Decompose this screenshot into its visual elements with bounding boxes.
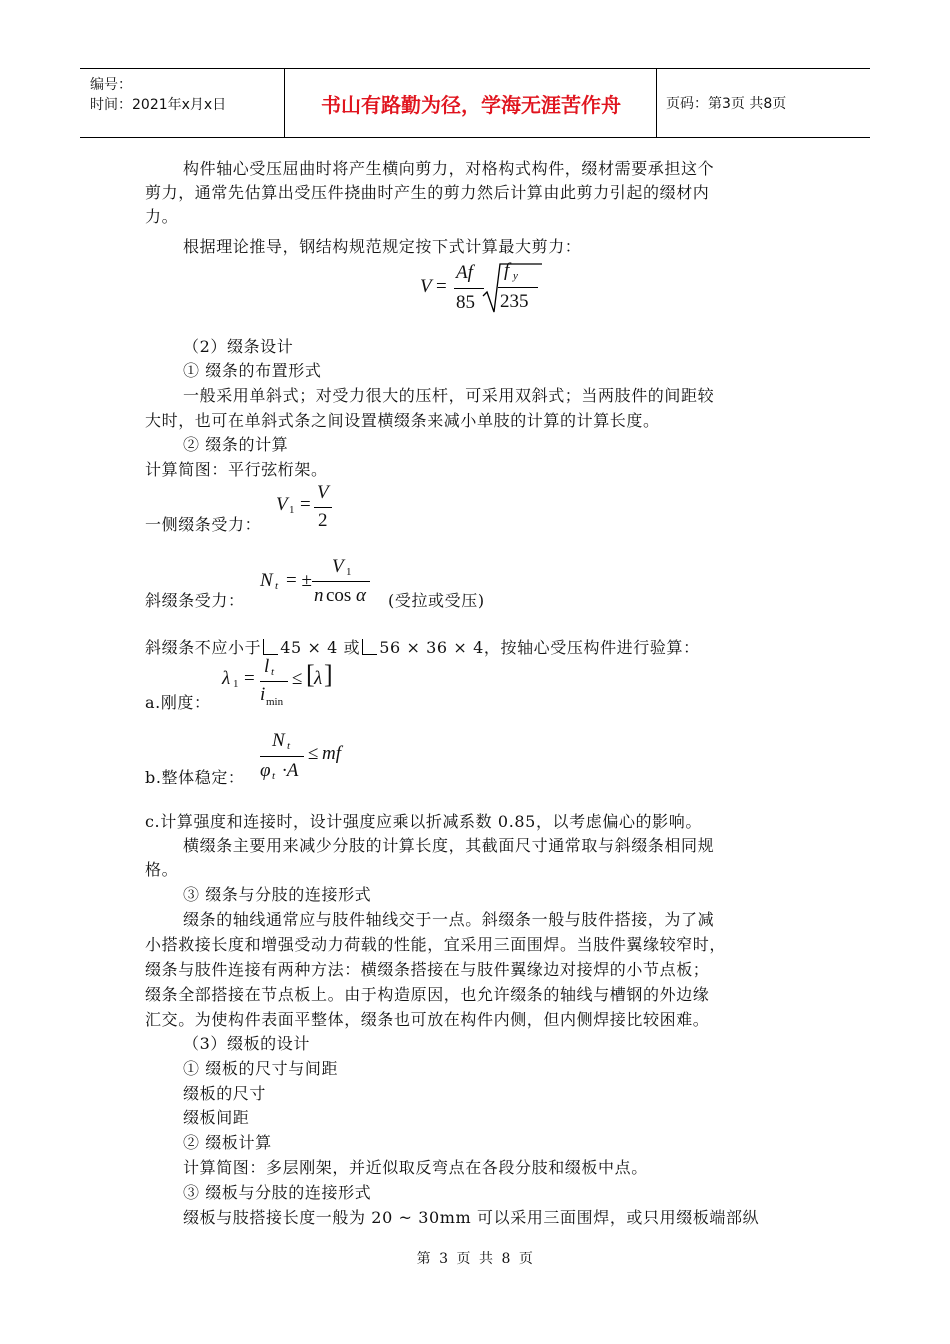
paragraph-line: 力。 — [145, 207, 179, 226]
footer-text: 页 — [518, 1251, 534, 1267]
formula-text: = — [244, 668, 255, 689]
footer-text: 共 — [479, 1251, 494, 1267]
header-motto: 书山有路勤为径，学海无涯苦作舟 — [321, 92, 621, 117]
subsection-title: ① 缀板的尺寸与间距 — [183, 1059, 339, 1078]
formula-text: min — [266, 696, 284, 708]
formula-text: V — [420, 276, 432, 297]
header-number-label: 编号： — [90, 77, 132, 93]
footer-page-number: 3 — [439, 1251, 449, 1267]
bracket-icon: [ — [306, 660, 315, 689]
angle-steel-icon — [263, 639, 278, 655]
text-span: 或 — [343, 638, 361, 657]
angle-steel-icon — [362, 639, 377, 655]
section-title: （2）缀条设计 — [183, 337, 294, 356]
formula-stiffness — [222, 656, 332, 712]
text-span: 斜缀条不应小于 — [145, 638, 262, 657]
formula-text: V — [332, 556, 344, 577]
subsection-title: ② 缀条的计算 — [183, 435, 289, 454]
formula-text: = — [300, 494, 311, 515]
formula-text: = — [436, 276, 447, 297]
paragraph-line: 格。 — [145, 860, 179, 879]
subsection-title: ③ 缀板与分肢的连接形式 — [183, 1183, 372, 1202]
page-header — [80, 68, 870, 138]
fraction-bar — [498, 287, 538, 288]
formula-label: b.整体稳定： — [145, 768, 245, 787]
fraction-bar — [260, 756, 304, 757]
formula-one-side-force — [276, 482, 346, 538]
paragraph-line: 缀条的轴线通常应与肢件轴线交于一点。斜缀条一般与肢件搭接，为了减 — [183, 910, 715, 929]
formula-text: ≤ — [308, 743, 319, 764]
paragraph-line: 小搭救接长度和增强受动力荷载的性能，宜采用三面围焊。当肢件翼缘较窄时， — [145, 935, 727, 954]
formula-text: α — [356, 585, 366, 606]
subsection-title: ③ 缀条与分肢的连接形式 — [183, 885, 372, 904]
formula-text: 1 — [233, 678, 239, 690]
subsection-title: ② 缀板计算 — [183, 1133, 272, 1152]
formula-text: 1 — [346, 566, 352, 578]
formula-text: ·A — [282, 760, 299, 781]
paragraph-line: c.计算强度和连接时，设计强度应乘以折减系数 0.85，以考虑偏心的影响。 — [145, 812, 702, 831]
formula-text: l — [264, 656, 270, 677]
paragraph-line: 计算简图：多层刚架，并近似取反弯点在各段分肢和缀板中点。 — [183, 1158, 648, 1177]
formula-text: λ — [222, 668, 231, 689]
text-span: 45 × 4 — [280, 638, 338, 657]
section-title: （3）缀板的设计 — [183, 1034, 310, 1053]
header-page-info: 页码：第3页 共8页 — [666, 96, 787, 112]
formula-text: 85 — [456, 292, 475, 313]
header-divider-right — [656, 69, 657, 137]
formula-diagonal-force — [260, 556, 380, 612]
paragraph-line: 缀板的尺寸 — [183, 1084, 267, 1103]
formula-text: t — [272, 770, 276, 782]
formula-text: N — [260, 570, 273, 591]
formula-text: 2 — [318, 510, 328, 531]
paragraph-line: 计算简图：平行弦桁架。 — [145, 460, 328, 479]
paragraph-line: 缀条全部搭接在节点板上。由于构造原因，也允许缀条的轴线与槽钢的外边缘 — [145, 985, 710, 1004]
formula-label: a.刚度： — [145, 693, 211, 712]
formula-text: y — [513, 270, 518, 282]
fraction-bar — [454, 288, 484, 289]
footer-total-pages: 8 — [501, 1251, 511, 1267]
paragraph-line: 一般采用单斜式；对受力很大的压杆，可采用双斜式；当两肢件的间距较 — [183, 386, 715, 405]
footer-text: 页 — [456, 1251, 471, 1267]
formula-text: λ — [314, 668, 323, 689]
tension-note: (受拉或受压) — [388, 591, 485, 610]
formula-text: cos — [326, 585, 352, 606]
subsection-title: ① 缀条的布置形式 — [183, 361, 322, 380]
formula-text: V — [276, 494, 288, 515]
formula-text: t — [271, 666, 275, 678]
formula-label: 一侧缀条受力： — [145, 515, 262, 534]
formula-text: φ — [260, 760, 271, 781]
text-span: 56 × 36 × 4，按轴心受压构件进行验算： — [379, 638, 700, 657]
header-meta — [90, 75, 226, 115]
formula-text: t — [287, 740, 291, 752]
paragraph-line: 缀条与肢件连接有两种方法：横缀条搭接在与肢件翼缘边对接焊的小节点板； — [145, 960, 710, 979]
formula-text: 235 — [500, 291, 529, 312]
paragraph-line: 横缀条主要用来减少分肢的计算长度，其截面尺寸通常取与斜缀条相同规 — [183, 836, 715, 855]
paragraph-line: 根据理论推导，钢结构规范规定按下式计算最大剪力： — [183, 237, 582, 256]
paragraph-line: 构件轴心受压屈曲时将产生横向剪力，对格构式构件，缀材需要承担这个 — [183, 159, 715, 178]
paragraph-line: 缀板间距 — [183, 1108, 250, 1127]
paragraph-line: 汇交。为使构件表面平整体，缀条也可放在构件内侧，但内侧焊接比较困难。 — [145, 1010, 710, 1029]
bracket-icon: ] — [324, 660, 333, 689]
paragraph-line: 缀板与肢搭接长度一般为 20 ~ 30mm 可以采用三面围焊，或只用缀板端部纵 — [183, 1208, 760, 1227]
header-date-label: 时间：2021年x月x日 — [90, 97, 227, 113]
formula-text: = ± — [286, 570, 312, 591]
formula-stability — [258, 730, 358, 786]
formula-text: 1 — [289, 504, 295, 516]
formula-text: i — [260, 684, 266, 705]
paragraph-line: 大时，也可在单斜式条之间设置横缀条来减小单肢的计算的计算长度。 — [145, 411, 660, 430]
formula-label: 斜缀条受力： — [145, 591, 245, 610]
formula-text: mf — [322, 743, 341, 764]
formula-text: N — [272, 730, 285, 751]
formula-text: V — [317, 482, 329, 503]
footer-text: 第 — [416, 1251, 432, 1267]
page-footer — [0, 1248, 950, 1268]
formula-text: t — [275, 580, 279, 592]
paragraph-line: 剪力，通常先估算出受压件挠曲时产生的剪力然后计算由此剪力引起的缀材内 — [145, 183, 710, 202]
fraction-bar — [312, 581, 370, 582]
formula-text: Af — [456, 262, 473, 283]
fraction-bar — [260, 681, 288, 682]
formula-max-shear — [420, 258, 540, 318]
formula-text: n — [314, 585, 324, 606]
fraction-bar — [314, 507, 332, 508]
formula-text: ≤ — [292, 668, 303, 689]
formula-text: f — [504, 260, 510, 281]
